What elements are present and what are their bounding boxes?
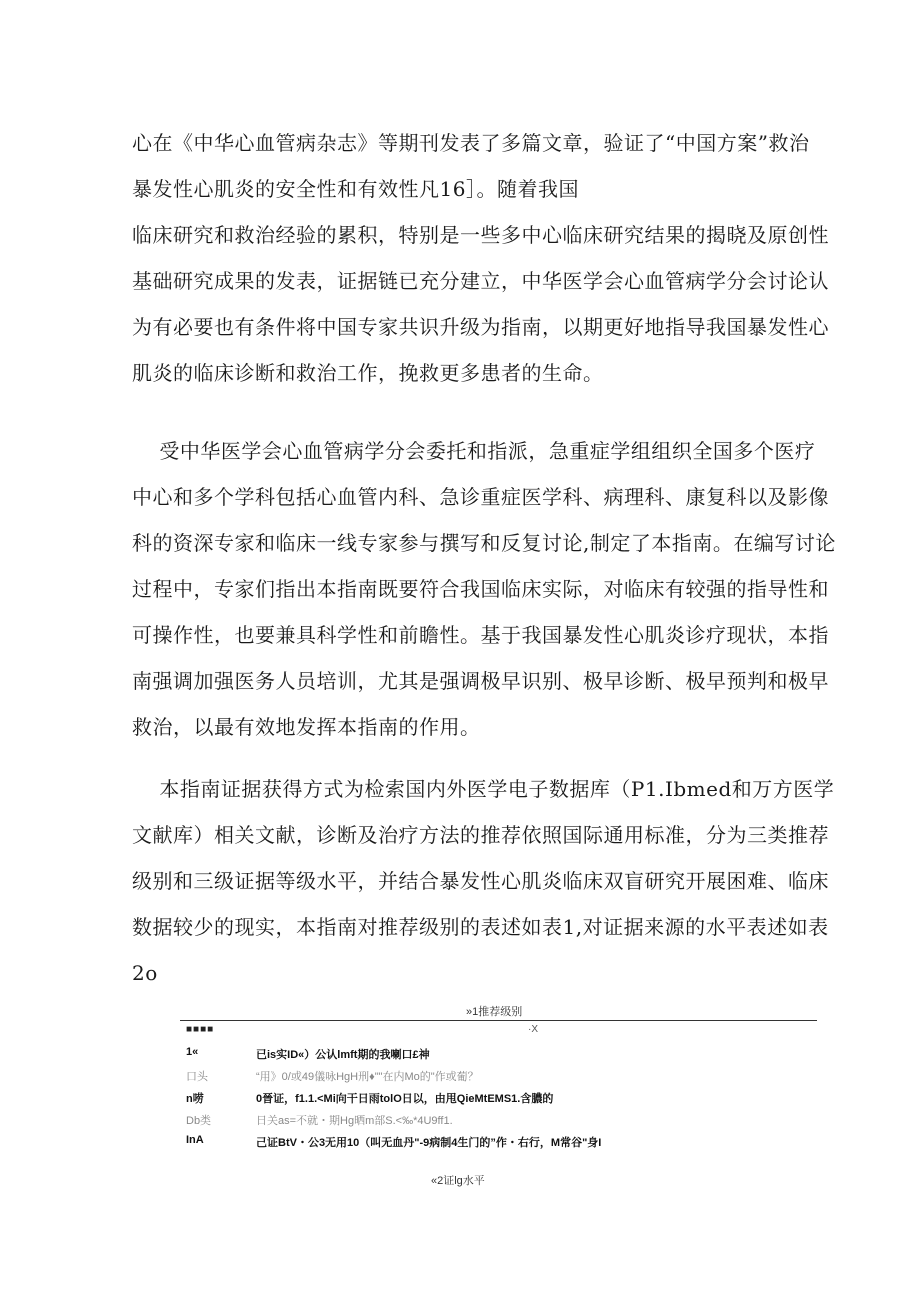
text-line: 为有必要也有条件将中国专家共识升级为指南，以期更好地指导我国暴发性心 (132, 315, 829, 339)
table-2-title: «2证lg水平 (431, 1175, 485, 1187)
row-text: 0晉证，f1.1.<Mi向干日雨tolO日以，由甩QieMtEMS1.含膿的 (256, 1093, 554, 1105)
text-line: 文献库）相关文献，诊断及治疗方法的推荐依照国际通用标准，分为三类推荐 (132, 823, 829, 847)
text-line: 2o (132, 961, 158, 985)
text-line: 科的资深专家和临床一线专家参与撰写和反复讨论,制定了本指南。在编写讨论 (132, 531, 836, 555)
table-top-rule (180, 1020, 817, 1021)
text-line: 心在《中华心血管病杂志》等期刊发表了多篇文章，验证了“中国方案”救治 (132, 131, 810, 155)
table-header-right: ·X (528, 1024, 538, 1035)
row-label: n唠 (186, 1093, 204, 1105)
row-text: 已is实ID«）公认lmft期的我喇口£神 (256, 1049, 430, 1061)
text-line: 基础研究成果的发表，证据链已充分建立，中华医学会心血管病学分会讨论认 (132, 269, 829, 293)
row-label: Db类 (186, 1115, 212, 1127)
text-line: 本指南证据获得方式为检索国内外医学电子数据库（P1.Ibmed和万方医学 (132, 777, 835, 801)
text-line: 暴发性心肌炎的安全性和有效性凡16］。随着我国 (132, 177, 579, 201)
text-line: 受中华医学会心血管病学分会委托和指派，急重症学组组织全国多个医疗 (132, 439, 816, 463)
row-label: 口头 (186, 1071, 208, 1083)
text-line: 救治，以最有效地发挥本指南的作用。 (132, 715, 481, 739)
row-text: “用》0/或49儀咏HgH刑♦""在内Mo的"作或葡？ (256, 1071, 479, 1083)
paragraph-1 (132, 120, 829, 396)
paragraph-3 (132, 766, 835, 996)
text-line: 南强调加强医务人员培训，尤其是强调极早识别、极早诊断、极早预判和极早 (132, 669, 829, 693)
text-line: 数据较少的现实，本指南对推荐级别的表述如表1,对证据来源的水平表述如表 (132, 915, 829, 939)
row-text: 日关as=不就・期Hg晒m部S.<‰*4U9ff1. (256, 1115, 453, 1127)
table-header-left: ■■■■ (186, 1024, 215, 1035)
row-label: InA (186, 1134, 204, 1146)
text-line: 级别和三级证据等级水平，并结合暴发性心肌炎临床双盲研究开展困难、临床 (132, 869, 829, 893)
text-line: 肌炎的临床诊断和救治工作，挽救更多患者的生命。 (132, 361, 604, 385)
row-label: 1« (186, 1046, 199, 1058)
paragraph-2 (132, 428, 836, 750)
table-1-title: »1推荐级别 (466, 1006, 523, 1018)
text-line: 可操作性，也要兼具科学性和前瞻性。基于我国暴发性心肌炎诊疗现状，本指 (132, 623, 829, 647)
text-line: 中心和多个学科包括心血管内科、急诊重症医学科、病理科、康复科以及影像 (132, 485, 829, 509)
text-line: 临床研究和救治经验的累积，特别是一些多中心临床研究结果的揭晓及原创性 (132, 223, 829, 247)
row-text: 己证BtV・公3无用10（叫无血丹"-9病制4生门的”作・右行，M常谷"身I (256, 1137, 602, 1149)
text-line: 过程中，专家们指出本指南既要符合我国临床实际，对临床有较强的指导性和 (132, 577, 829, 601)
